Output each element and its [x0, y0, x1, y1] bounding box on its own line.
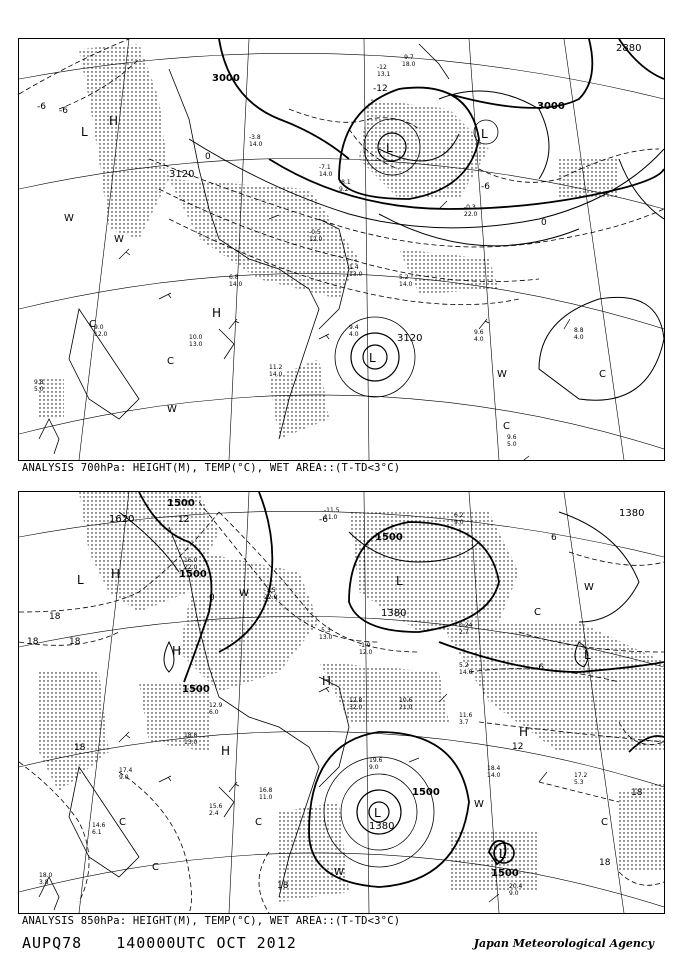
- svg-text:11.6: 11.6: [459, 712, 473, 719]
- height-label: 3000: [537, 101, 565, 112]
- svg-text:9.8: 9.8: [34, 379, 44, 386]
- svg-text:-5.3: -5.3: [319, 627, 331, 634]
- svg-text:6.0: 6.0: [209, 709, 219, 716]
- warm-label: W: [497, 369, 507, 380]
- svg-text:14.6: 14.6: [92, 822, 106, 829]
- svg-text:9.6: 9.6: [474, 329, 484, 336]
- chart-700hpa-panel: [18, 38, 665, 461]
- svg-text:2.7: 2.7: [459, 629, 469, 636]
- low-center-label: L: [396, 574, 403, 588]
- svg-text:12.0: 12.0: [309, 236, 323, 243]
- temp-label: 18: [631, 788, 643, 798]
- svg-text:9.0: 9.0: [119, 774, 129, 781]
- chart-code: AUPQ78: [22, 934, 83, 952]
- svg-text:9.2: 9.2: [339, 186, 349, 193]
- cold-label: C: [119, 817, 126, 828]
- temp-label: -6: [37, 102, 46, 112]
- svg-text:12.9: 12.9: [209, 702, 223, 709]
- temp-label: 0: [205, 152, 211, 162]
- low-center-label: L: [77, 573, 84, 587]
- svg-text:3.8: 3.8: [39, 879, 49, 886]
- svg-text:18.4: 18.4: [487, 765, 501, 772]
- height-label: 3120: [169, 169, 195, 180]
- cold-label: C: [534, 607, 541, 618]
- svg-text:16.8: 16.8: [259, 787, 273, 794]
- height-label: 1500: [182, 684, 210, 695]
- high-center-label: H: [172, 644, 182, 658]
- svg-text:16.0: 16.0: [184, 557, 198, 564]
- temp-label: 18: [69, 637, 81, 647]
- low-center-label: L: [584, 648, 591, 662]
- height-label: 1500: [412, 787, 440, 798]
- cold-label: C: [503, 421, 510, 432]
- temp-label: 0: [541, 218, 547, 228]
- svg-text:9.0: 9.0: [454, 519, 464, 526]
- map-850hpa: [19, 492, 664, 913]
- agency-credit: Japan Meteorological Agency: [473, 937, 654, 950]
- low-center-label: L: [499, 847, 506, 861]
- temp-label: -6: [481, 182, 490, 192]
- height-label: 1380: [619, 508, 645, 519]
- svg-text:21.0: 21.0: [399, 704, 413, 711]
- cold-label: C: [89, 319, 96, 330]
- svg-text:14.0: 14.0: [487, 772, 501, 779]
- svg-text:9.0: 9.0: [94, 324, 104, 331]
- temp-label: 18: [277, 881, 289, 891]
- high-center-label: H: [212, 306, 222, 320]
- svg-text:9.4: 9.4: [349, 324, 359, 331]
- map-700hpa: [19, 39, 664, 460]
- warm-label: W: [334, 867, 344, 878]
- height-label: 1500: [491, 868, 519, 879]
- svg-text:18.0: 18.0: [39, 872, 53, 879]
- svg-text:14.0: 14.0: [459, 669, 473, 676]
- height-label: 3000: [212, 73, 240, 84]
- svg-text:6.8: 6.8: [229, 274, 239, 281]
- valid-time: 140000UTC OCT 2012: [116, 934, 297, 952]
- svg-text:-9.7: -9.7: [402, 54, 414, 61]
- svg-text:9.0: 9.0: [369, 764, 379, 771]
- warm-label: W: [167, 404, 177, 415]
- temp-label: 18: [599, 858, 611, 868]
- temp-label: -6: [535, 663, 544, 673]
- height-label: 1500: [179, 569, 207, 580]
- svg-text:22.0: 22.0: [464, 211, 478, 218]
- svg-text:17.4: 17.4: [119, 767, 133, 774]
- svg-text:13.0: 13.0: [319, 634, 333, 641]
- svg-text:11.0: 11.0: [324, 514, 338, 521]
- svg-text:14.0: 14.0: [399, 281, 413, 288]
- svg-text:9.0: 9.0: [509, 890, 519, 897]
- svg-text:-7.1: -7.1: [319, 164, 331, 171]
- height-label: 2880: [616, 43, 642, 54]
- svg-text:-8.1: -8.1: [339, 179, 351, 186]
- svg-text:10.6: 10.6: [399, 697, 413, 704]
- high-center-label: H: [221, 744, 231, 758]
- svg-text:8.8: 8.8: [574, 327, 584, 334]
- svg-text:5.2: 5.2: [399, 274, 409, 281]
- svg-text:18.0: 18.0: [402, 61, 416, 68]
- svg-text:1.4: 1.4: [349, 264, 359, 271]
- temp-label: -6: [59, 106, 68, 116]
- cold-label: C: [167, 356, 174, 367]
- height-label: 1500: [167, 498, 195, 509]
- svg-text:-11.5: -11.5: [324, 507, 340, 514]
- warm-label: W: [114, 234, 124, 245]
- chart-850hpa-panel: [18, 491, 665, 914]
- svg-text:18.8: 18.8: [184, 732, 198, 739]
- svg-text:2.4: 2.4: [209, 810, 219, 817]
- svg-text:5.3: 5.3: [574, 779, 584, 786]
- svg-text:12.8: 12.8: [349, 697, 363, 704]
- low-center-label: L: [386, 141, 393, 155]
- chart-identifier: [22, 934, 321, 952]
- height-label: 1620: [109, 514, 135, 525]
- svg-text:20.4: 20.4: [509, 883, 523, 890]
- temp-label: 6: [551, 533, 557, 543]
- temp-label: 0: [209, 593, 215, 603]
- svg-text:32.0: 32.0: [349, 704, 363, 711]
- svg-text:17.2: 17.2: [574, 772, 588, 779]
- svg-text:13.0: 13.0: [184, 739, 198, 746]
- warm-label: W: [474, 799, 484, 810]
- svg-text:6.1: 6.1: [92, 829, 102, 836]
- svg-text:3.7: 3.7: [459, 719, 469, 726]
- svg-text:11.2: 11.2: [269, 364, 283, 371]
- temp-label: 18: [27, 637, 39, 647]
- high-center-label: H: [519, 725, 529, 739]
- low-center-label: L: [481, 127, 488, 141]
- svg-text:13.0: 13.0: [189, 341, 203, 348]
- warm-label: W: [239, 588, 249, 599]
- temp-label: 12: [512, 742, 524, 752]
- svg-text:-1.9: -1.9: [359, 642, 371, 649]
- height-label: 1380: [369, 821, 395, 832]
- svg-text:5.0: 5.0: [34, 386, 44, 393]
- high-center-label: H: [109, 114, 119, 128]
- svg-text:9.6: 9.6: [507, 434, 517, 441]
- temp-label: -12: [373, 84, 388, 94]
- svg-text:-12: -12: [377, 64, 387, 71]
- svg-text:14.0: 14.0: [229, 281, 243, 288]
- svg-text:-0.3: -0.3: [464, 204, 476, 211]
- svg-text:13.0: 13.0: [349, 271, 363, 278]
- low-center-label: L: [81, 125, 88, 139]
- cold-label: C: [599, 369, 606, 380]
- svg-text:5.0: 5.0: [507, 441, 517, 448]
- svg-text:-0.5: -0.5: [309, 229, 321, 236]
- temp-label: 18: [74, 743, 86, 753]
- svg-text:-1.5: -1.5: [264, 587, 276, 594]
- svg-text:22.0: 22.0: [184, 564, 198, 571]
- cold-label: C: [152, 862, 159, 873]
- low-center-label: L: [369, 351, 376, 365]
- svg-text:4.0: 4.0: [349, 331, 359, 338]
- svg-text:10.0: 10.0: [189, 334, 203, 341]
- svg-text:6.2: 6.2: [454, 512, 464, 519]
- svg-text:14.0: 14.0: [249, 141, 263, 148]
- warm-label: W: [584, 582, 594, 593]
- height-label: 1500: [375, 532, 403, 543]
- svg-text:11.0: 11.0: [259, 794, 273, 801]
- temp-label: 12: [178, 515, 190, 525]
- svg-text:12.0: 12.0: [94, 331, 108, 338]
- svg-text:14.0: 14.0: [269, 371, 283, 378]
- svg-text:4.0: 4.0: [574, 334, 584, 341]
- cold-label: C: [601, 817, 608, 828]
- low-center-label: L: [374, 806, 381, 820]
- temp-label: 18: [49, 612, 61, 622]
- high-center-label: H: [111, 567, 121, 581]
- svg-text:19.6: 19.6: [369, 757, 383, 764]
- svg-text:-3.8: -3.8: [249, 134, 261, 141]
- caption-700hpa: ANALYSIS 700hPa: HEIGHT(M), TEMP(°C), WET AREA::(T-TD<3°C): [22, 462, 401, 474]
- height-label: 3120: [397, 333, 423, 344]
- svg-text:13.1: 13.1: [377, 71, 391, 78]
- svg-text:12.0: 12.0: [359, 649, 373, 656]
- svg-text:5.2: 5.2: [459, 662, 469, 669]
- warm-label: W: [64, 213, 74, 224]
- svg-text:0.24: 0.24: [459, 622, 473, 629]
- svg-text:14.0: 14.0: [319, 171, 333, 178]
- cold-label: C: [255, 817, 262, 828]
- caption-850hpa: ANALYSIS 850hPa: HEIGHT(M), TEMP(°C), WET AREA::(T-TD<3°C): [22, 915, 401, 927]
- high-center-label: H: [322, 674, 332, 688]
- svg-text:22.0: 22.0: [264, 594, 278, 601]
- svg-text:15.6: 15.6: [209, 803, 223, 810]
- temp-label: -6: [319, 515, 328, 525]
- height-label: 1380: [381, 608, 407, 619]
- svg-text:4.0: 4.0: [474, 336, 484, 343]
